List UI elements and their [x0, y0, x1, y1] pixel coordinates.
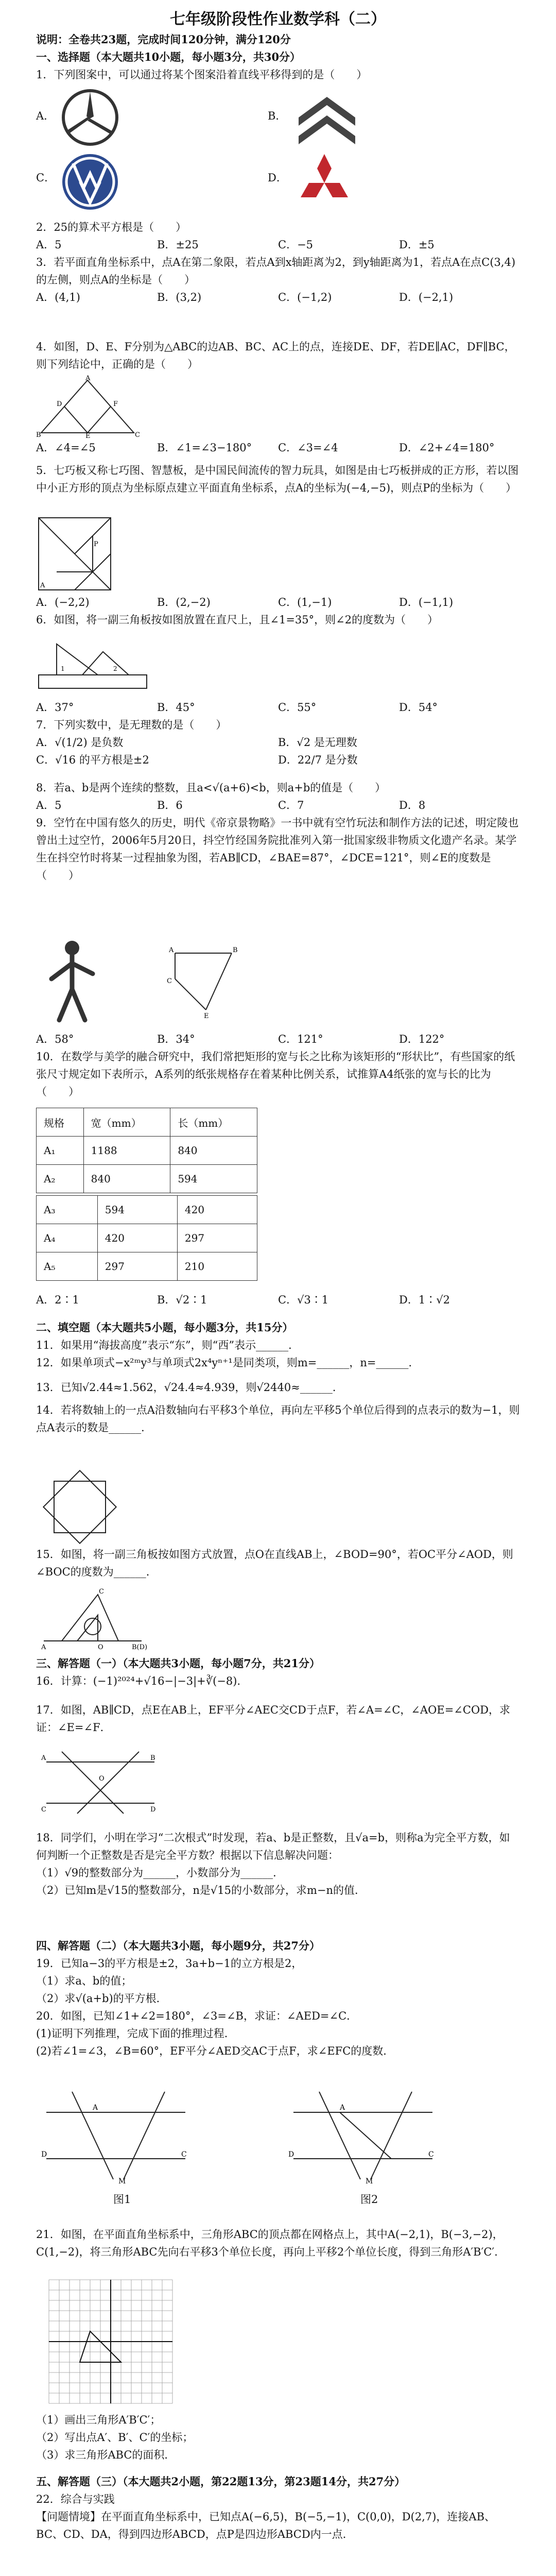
- q22-intro: 22．综合与实践: [36, 2493, 115, 2505]
- q1-label-d: D．: [268, 172, 287, 184]
- q10-options: [36, 1291, 520, 1309]
- q10-options-block: [36, 1291, 520, 1309]
- q20-figure-1: [41, 2081, 196, 2184]
- q10-stem: 10．在数学与美学的融合研究中，我们常把矩形的宽与长之比称为该矩形的“形状比”，有些国家的纸张尺寸规定如下表所示，A系列的纸张规格存在着某种比例关系，试推算A4纸张的宽与长的比为（ ）: [36, 1050, 515, 1098]
- q1-label-c: C．: [36, 172, 56, 184]
- exam-title: 七年级阶段性作业数学科（二）: [170, 10, 386, 28]
- q9-options: [36, 1030, 520, 1048]
- exam-note: 说明：全卷共23题，完成时间120分钟，满分120分: [36, 33, 291, 46]
- q21-coordinate-grid: [46, 2277, 175, 2406]
- q1-figures: [36, 87, 520, 215]
- q3-option-c[interactable]: C．(−1,2): [278, 291, 332, 303]
- svg-text:A: A: [40, 582, 45, 589]
- table-header-cell: 规格: [37, 1108, 84, 1137]
- svg-text:C: C: [428, 2150, 434, 2159]
- svg-text:A: A: [93, 2104, 98, 2112]
- q7-option-c[interactable]: C．√16 的平方根是±2: [36, 754, 149, 766]
- q2-options: [36, 236, 520, 253]
- q6-option-d[interactable]: D．54°: [399, 701, 438, 714]
- q5-section: [36, 462, 520, 497]
- q18-stem: 18．同学们，小明在学习“二次根式”时发现，若a、b是正整数，且√a=b，则称a为完全平方数，如何判断一个正整数是否是完全平方数？根据以下信息解决问题：: [36, 1832, 510, 1861]
- table-row: [37, 1137, 257, 1165]
- q21-item-1: （1）画出三角形A′B′C′；: [36, 2414, 161, 2426]
- q20-fig1-label: 图1: [113, 2193, 131, 2206]
- q20-stem: 20．如图，已知∠1+∠2=180°，∠3=∠B，求证：∠AED=∠C．: [36, 2010, 358, 2022]
- q19-item-1: （1）求a、b的值；: [36, 1975, 132, 1987]
- q14-stem: 14．若将数轴上的一点A沿数轴向右平移3个单位，再向左平移5个单位后得到的点表示的数为−1，则点A表示的数是______．: [36, 1404, 520, 1434]
- q5-option-b[interactable]: B．(2,−2): [157, 596, 211, 608]
- q1-stem: 1．下列图案中，可以通过将某个图案沿着直线平移得到的是（ ）: [36, 69, 368, 81]
- table-cell: A₃: [37, 1196, 98, 1224]
- citroen-logo-icon: [288, 87, 366, 148]
- q21-items: [36, 2411, 520, 2464]
- q2-option-c[interactable]: C．−5: [278, 239, 314, 251]
- table-cell: 420: [97, 1224, 177, 1252]
- q5-options: [36, 594, 520, 611]
- q10-table-2: [36, 1195, 257, 1281]
- table-cell: A₅: [37, 1252, 98, 1281]
- svg-text:2: 2: [113, 665, 117, 672]
- q4-stem: 4．如图，D、E、F分别为△ABC的边AB、BC、AC上的点，连接DE、DF，若DE∥AC，DF∥BC，则下列结论中，正确的是（ ）: [36, 341, 515, 370]
- q20-item-1: (1)证明下列推理，完成下面的推理过程．: [36, 2027, 235, 2040]
- q7-options-row2: [36, 751, 520, 769]
- q9-option-a[interactable]: A．58°: [36, 1033, 74, 1045]
- part4-section: [36, 1937, 520, 2060]
- svg-text:1: 1: [61, 665, 65, 672]
- q6-options: [36, 699, 520, 716]
- q10-table-1: [36, 1108, 257, 1193]
- q20-item-2: (2)若∠1=∠3，∠B=60°，EF平分∠AED交AC于点F，求∠EFC的度数．: [36, 2045, 394, 2057]
- svg-text:D: D: [41, 2150, 47, 2159]
- part4-heading: 四、解答题（二）（本大题共3小题，每小题9分，共27分）: [36, 1939, 320, 1952]
- svg-text:B: B: [150, 1754, 155, 1762]
- q15-triangle-ruler-figure: [41, 1584, 148, 1651]
- q12-stem: 12．如果单项式−x²ᵐy³与单项式2x⁴yⁿ⁺¹是同类项，则m=______，n=______．: [36, 1357, 420, 1369]
- q6-option-c[interactable]: C．55°: [278, 701, 317, 714]
- q15-stem: 15．如图，将一副三角板按如图方式放置，点O在直线AB上，∠BOD=90°，若OC平分∠AOD，则∠BOC的度数为______．: [36, 1548, 513, 1578]
- svg-text:O: O: [98, 1643, 103, 1651]
- q10-option-c[interactable]: C．√3∶1: [278, 1294, 329, 1306]
- q3-options: [36, 289, 520, 306]
- q21-section: [36, 2226, 520, 2261]
- q9-option-b[interactable]: B．34°: [157, 1033, 195, 1045]
- svg-text:C: C: [99, 1588, 104, 1596]
- q2-option-b[interactable]: B．±25: [157, 239, 199, 251]
- svg-text:C: C: [167, 977, 172, 985]
- table-cell: 594: [97, 1196, 177, 1224]
- table-row: [37, 1224, 257, 1252]
- q8-option-c[interactable]: C．7: [278, 799, 304, 811]
- mercedes-logo-icon: [57, 87, 124, 148]
- q10-table1-wrap: [36, 1108, 520, 1193]
- q5-stem: 5．七巧板又称七巧图、智慧板，是中国民间流传的智力玩具，如图是由七巧板拼成的正方形，若以图中小正方形的顶点为坐标原点建立平面直角坐标系，点A的坐标为(−4,−5)，则点P的坐标为（ ）: [36, 464, 519, 494]
- q13-stem: 13．已知√2.44≈1.562，√24.4≈4.939，则√2440≈______．: [36, 1381, 343, 1394]
- part5-heading: 五、解答题（三）（本大题共2小题，第22题13分，第23题14分，共27分）: [36, 2475, 406, 2488]
- svg-text:B(D): B(D): [132, 1643, 148, 1651]
- table-cell: A₂: [37, 1165, 84, 1193]
- q5-tangram-figure: [36, 515, 113, 592]
- svg-text:B: B: [233, 946, 238, 954]
- table-cell: 594: [170, 1165, 257, 1193]
- q3-stem: 3．若平面直角坐标系中，点A在第二象限，若点A到x轴距离为2，到y轴距离为1，若点A在点C(3,4)的左侧，则点A的坐标是（ ）: [36, 256, 516, 286]
- table-cell: 210: [177, 1252, 257, 1281]
- q4-options: [36, 439, 520, 456]
- q5-option-d[interactable]: D．(−1,1): [399, 596, 454, 608]
- table-cell: 840: [83, 1165, 170, 1193]
- q20-figure-2: [288, 2081, 443, 2184]
- q6-stem: 6．如图，将一副三角板按如图放置在直尺上，且∠1=35°，则∠2的度数为（ ）: [36, 614, 439, 626]
- svg-text:C: C: [135, 431, 140, 439]
- svg-text:P: P: [94, 540, 98, 548]
- q9-option-c[interactable]: C．121°: [278, 1033, 323, 1045]
- svg-text:C: C: [41, 1806, 46, 1814]
- q20-fig2-label: 图2: [360, 2193, 378, 2206]
- q18-item-2: （2）已知m是√15的整数部分，n是√15的小数部分，求m−n的值．: [36, 1884, 366, 1896]
- q22-para1: 【问题情境】在平面直角坐标系中，已知点A(−6,5)，B(−5,−1)，C(0,0)，D(2,7)，连接AB、BC、CD、DA，得到四边形ABCD，点P是四边形ABCD内一点．: [36, 2511, 496, 2540]
- q5-options-block: [36, 594, 520, 629]
- table-cell: A₁: [37, 1137, 84, 1165]
- q5-option-a[interactable]: A．(−2,2): [36, 596, 90, 608]
- q6-ruler-figure: [36, 634, 149, 696]
- table-row: [37, 1165, 257, 1193]
- q18-section: [36, 1829, 520, 1899]
- volkswagen-logo-icon: [57, 151, 124, 213]
- q4-option-b[interactable]: B．∠1=∠3−180°: [157, 442, 252, 454]
- svg-text:A: A: [41, 1754, 46, 1762]
- table-cell: 840: [170, 1137, 257, 1165]
- svg-text:A: A: [85, 375, 91, 382]
- q4-options-block: [36, 439, 520, 456]
- q9-diabolo-player-figure: [41, 938, 108, 1025]
- q1-label-b: B．: [268, 110, 287, 122]
- part2-section: [36, 1319, 520, 1436]
- q18-item-1: （1）√9的整数部分为______，小数部分为______．: [36, 1867, 284, 1879]
- table-row: [37, 1252, 257, 1281]
- q4-option-a[interactable]: A．∠4=∠5: [36, 442, 96, 454]
- svg-text:D: D: [57, 400, 62, 408]
- svg-text:A: A: [169, 946, 174, 954]
- q4-option-d[interactable]: D．∠2+∠4=180°: [399, 442, 495, 454]
- svg-text:A: A: [41, 1643, 46, 1651]
- part3-heading: 三、解答题（一）（本大题共3小题，每小题7分，共21分）: [36, 1657, 320, 1670]
- q17-parallel-figure: [41, 1747, 160, 1819]
- q7-stem: 7．下列实数中，是无理数的是（ ）: [36, 719, 227, 731]
- q3-option-d[interactable]: D．(−2,1): [399, 291, 454, 303]
- table-header-row: [37, 1108, 257, 1137]
- part5-section: [36, 2473, 520, 2543]
- q7-option-d[interactable]: D．22/7 是分数: [278, 754, 358, 766]
- q3-option-a[interactable]: A．(4,1): [36, 291, 80, 303]
- q7-option-b[interactable]: B．√2 是无理数: [278, 736, 357, 749]
- q3-option-b[interactable]: B．(3,2): [157, 291, 202, 303]
- q8-option-b[interactable]: B．6: [157, 799, 183, 811]
- svg-text:M: M: [118, 2177, 126, 2185]
- q2-stem: 2．25的算术平方根是（ ）: [36, 221, 187, 233]
- svg-text:D: D: [150, 1806, 156, 1814]
- table-cell: 297: [177, 1224, 257, 1252]
- q8-stem: 8．若a、b是两个连续的整数，且a<√(a+6)<b，则a+b的值是（ ）: [36, 782, 386, 794]
- q1-label-a: A．: [36, 110, 55, 122]
- q21-item-3: （3）求三角形ABC的面积．: [36, 2449, 176, 2461]
- q10-table2-wrap: [36, 1195, 520, 1281]
- q9-angle-figure: [154, 943, 257, 1020]
- svg-text:A: A: [340, 2104, 345, 2112]
- q4-option-c[interactable]: C．∠3=∠4: [278, 442, 338, 454]
- table-cell: A₄: [37, 1224, 98, 1252]
- q9-stem: 9．空竹在中国有悠久的历史，明代《帝京景物略》一书中就有空竹玩法和制作方法的记述，明定陵也曾出土过空竹，2006年5月20日，抖空竹经国务院批准列入第一批国家级非物质文化遗产名录。某学生在抖空竹时将某一过程抽象为图，若AB∥CD，∠BAE=87°，∠DCE=121°，则∠E的度数是（ ）: [36, 817, 519, 882]
- q19-stem: 19．已知a−3的平方根是±2，3a+b−1的立方根是2，: [36, 1957, 303, 1970]
- q17-stem: 17．如图，AB∥CD，点E在AB上，EF平分∠AEC交CD于点F，若∠A=∠C，∠AOE=∠COD，求证：∠E=∠F．: [36, 1704, 511, 1734]
- svg-text:M: M: [366, 2177, 373, 2185]
- q7-option-a[interactable]: A．√(1/2) 是负数: [36, 736, 124, 749]
- mitsubishi-logo-icon: [288, 151, 360, 213]
- svg-text:C: C: [181, 2150, 187, 2159]
- q6-options-block: [36, 699, 520, 884]
- svg-text:B: B: [36, 431, 41, 439]
- q2-q3-section: [36, 218, 520, 306]
- q9-option-d[interactable]: D．122°: [399, 1033, 445, 1045]
- svg-text:E: E: [204, 1012, 209, 1020]
- svg-text:O: O: [99, 1775, 105, 1783]
- part2-heading: 二、填空题（本大题共5小题，每小题3分，共15分）: [36, 1321, 293, 1334]
- table-header-cell: 宽（mm）: [83, 1108, 170, 1137]
- q10-option-b[interactable]: B．√2∶1: [157, 1294, 207, 1306]
- table-cell: 297: [97, 1252, 177, 1281]
- q8-option-a[interactable]: A．5: [36, 799, 62, 811]
- q21-stem: 21．如图，在平面直角坐标系中，三角形ABC的顶点都在网格点上，其中A(−2,1)，B(−3,−2)，C(1,−2)，将三角形ABC先向右平移3个单位长度，再向上平移2个单位长度，得到三角形A′B′C′．: [36, 2228, 506, 2258]
- q19-item-2: （2）求√(a+b)的平方根．: [36, 1992, 167, 2005]
- table-header-cell: 长（mm）: [170, 1108, 257, 1137]
- q4-triangle-figure: [36, 376, 139, 438]
- table-cell: 420: [177, 1196, 257, 1224]
- q4-section: [36, 338, 520, 373]
- header-section: [36, 31, 520, 83]
- svg-text:D: D: [288, 2150, 294, 2159]
- q10-option-d[interactable]: D．1∶√2: [399, 1294, 450, 1306]
- table-row: [37, 1196, 257, 1224]
- table-cell: 1188: [83, 1137, 170, 1165]
- q15-section: [36, 1546, 520, 1581]
- part1-heading: 一、选择题（本大题共10小题，每小题3分，共30分）: [36, 50, 301, 63]
- q9-options-block: [36, 1030, 520, 1100]
- q6-option-a[interactable]: A．37°: [36, 701, 74, 714]
- q2-option-d[interactable]: D．±5: [399, 239, 435, 251]
- q8-option-d[interactable]: D．8: [399, 799, 426, 811]
- q2-option-a[interactable]: A．5: [36, 239, 62, 251]
- q8-options: [36, 796, 520, 814]
- q7-options-row1: [36, 734, 520, 751]
- q11-stem: 11．如果用“海拔高度”表示“东”，则“西”表示______．: [36, 1339, 300, 1351]
- svg-text:F: F: [113, 400, 118, 408]
- q16-stem: 16．计算：(−1)²⁰²⁴+√16−|−3|+∛(−8)．: [36, 1675, 248, 1687]
- svg-text:E: E: [85, 432, 91, 440]
- q5-option-c[interactable]: C．(1,−1): [278, 596, 332, 608]
- q6-option-b[interactable]: B．45°: [157, 701, 195, 714]
- part3-section: [36, 1655, 520, 1736]
- q21-item-2: （2）写出点A′、B′、C′的坐标；: [36, 2431, 194, 2444]
- q10-option-a[interactable]: A．2∶1: [36, 1294, 79, 1306]
- q14-square-figure: [41, 1468, 118, 1540]
